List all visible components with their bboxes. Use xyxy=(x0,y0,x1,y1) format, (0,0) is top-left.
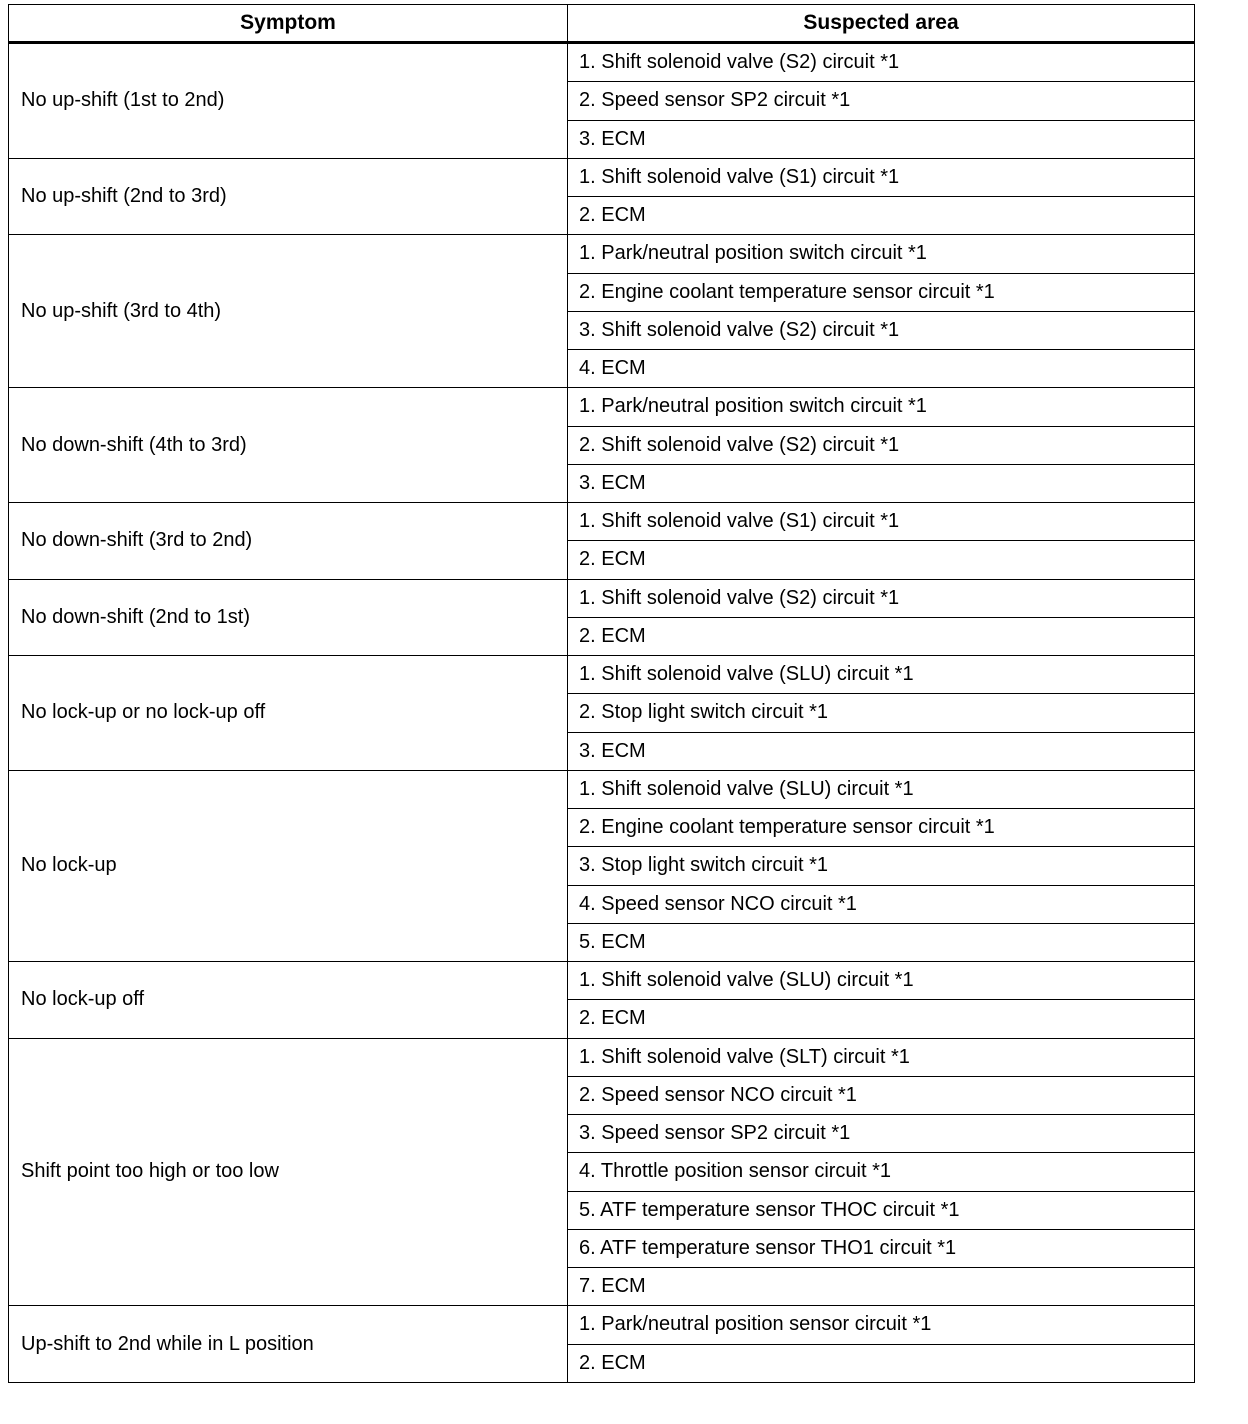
suspected-area-cell: 1. Shift solenoid valve (SLT) circuit *1 xyxy=(568,1038,1195,1076)
suspected-area-cell: 4. Throttle position sensor circuit *1 xyxy=(568,1153,1195,1191)
suspected-area-cell: 1. Shift solenoid valve (S1) circuit *1 xyxy=(568,503,1195,541)
suspected-area-cell: 2. Speed sensor NCO circuit *1 xyxy=(568,1076,1195,1114)
suspected-area-cell: 5. ECM xyxy=(568,923,1195,961)
suspected-area-cell: 1. Park/neutral position sensor circuit *1 xyxy=(568,1306,1195,1344)
suspected-area-cell: 7. ECM xyxy=(568,1268,1195,1306)
header-symptom: Symptom xyxy=(9,5,568,43)
table-row xyxy=(9,235,1195,273)
symptom-cell: Up-shift to 2nd while in L position xyxy=(9,1306,568,1383)
suspected-area-cell: 1. Park/neutral position switch circuit *1 xyxy=(568,388,1195,426)
suspected-area-cell: 3. Shift solenoid valve (S2) circuit *1 xyxy=(568,311,1195,349)
header-row xyxy=(9,5,1195,43)
suspected-area-cell: 3. Stop light switch circuit *1 xyxy=(568,847,1195,885)
suspected-area-cell: 3. ECM xyxy=(568,732,1195,770)
suspected-area-cell: 4. Speed sensor NCO circuit *1 xyxy=(568,885,1195,923)
table-row xyxy=(9,962,1195,1000)
suspected-area-cell: 1. Shift solenoid valve (SLU) circuit *1 xyxy=(568,962,1195,1000)
suspected-area-cell: 3. ECM xyxy=(568,120,1195,158)
symptom-cell: Shift point too high or too low xyxy=(9,1038,568,1306)
suspected-area-cell: 2. Speed sensor SP2 circuit *1 xyxy=(568,82,1195,120)
symptom-cell: No up-shift (2nd to 3rd) xyxy=(9,158,568,235)
suspected-area-cell: 3. ECM xyxy=(568,464,1195,502)
symptom-cell: No down-shift (3rd to 2nd) xyxy=(9,503,568,580)
symptom-cell: No up-shift (1st to 2nd) xyxy=(9,43,568,159)
table-row xyxy=(9,1038,1195,1076)
suspected-area-cell: 1. Shift solenoid valve (S1) circuit *1 xyxy=(568,158,1195,196)
table-row xyxy=(9,503,1195,541)
suspected-area-cell: 4. ECM xyxy=(568,350,1195,388)
symptom-cell: No lock-up off xyxy=(9,962,568,1039)
table-row xyxy=(9,158,1195,196)
suspected-area-cell: 2. ECM xyxy=(568,1344,1195,1382)
suspected-area-cell: 1. Shift solenoid valve (SLU) circuit *1 xyxy=(568,770,1195,808)
suspected-area-cell: 2. ECM xyxy=(568,541,1195,579)
suspected-area-cell: 2. ECM xyxy=(568,617,1195,655)
suspected-area-cell: 2. ECM xyxy=(568,1000,1195,1038)
symptom-cell: No down-shift (4th to 3rd) xyxy=(9,388,568,503)
table-row xyxy=(9,770,1195,808)
table-row xyxy=(9,579,1195,617)
table-row xyxy=(9,43,1195,82)
suspected-area-cell: 6. ATF temperature sensor THO1 circuit *1 xyxy=(568,1229,1195,1267)
suspected-area-cell: 1. Shift solenoid valve (S2) circuit *1 xyxy=(568,43,1195,82)
header-suspected-area: Suspected area xyxy=(568,5,1195,43)
suspected-area-cell: 2. Shift solenoid valve (S2) circuit *1 xyxy=(568,426,1195,464)
suspected-area-cell: 1. Park/neutral position switch circuit *1 xyxy=(568,235,1195,273)
symptom-cell: No lock-up xyxy=(9,770,568,961)
table-row xyxy=(9,1306,1195,1344)
suspected-area-cell: 1. Shift solenoid valve (S2) circuit *1 xyxy=(568,579,1195,617)
suspected-area-cell: 5. ATF temperature sensor THOC circuit *1 xyxy=(568,1191,1195,1229)
suspected-area-cell: 2. Stop light switch circuit *1 xyxy=(568,694,1195,732)
suspected-area-cell: 2. Engine coolant temperature sensor circuit *1 xyxy=(568,273,1195,311)
table-row xyxy=(9,388,1195,426)
symptom-cell: No up-shift (3rd to 4th) xyxy=(9,235,568,388)
suspected-area-cell: 1. Shift solenoid valve (SLU) circuit *1 xyxy=(568,656,1195,694)
symptom-cell: No lock-up or no lock-up off xyxy=(9,656,568,771)
suspected-area-cell: 2. Engine coolant temperature sensor circuit *1 xyxy=(568,809,1195,847)
table-row xyxy=(9,656,1195,694)
table-body xyxy=(9,43,1195,1383)
symptom-table xyxy=(8,4,1195,1383)
suspected-area-cell: 2. ECM xyxy=(568,197,1195,235)
symptom-cell: No down-shift (2nd to 1st) xyxy=(9,579,568,656)
suspected-area-cell: 3. Speed sensor SP2 circuit *1 xyxy=(568,1115,1195,1153)
